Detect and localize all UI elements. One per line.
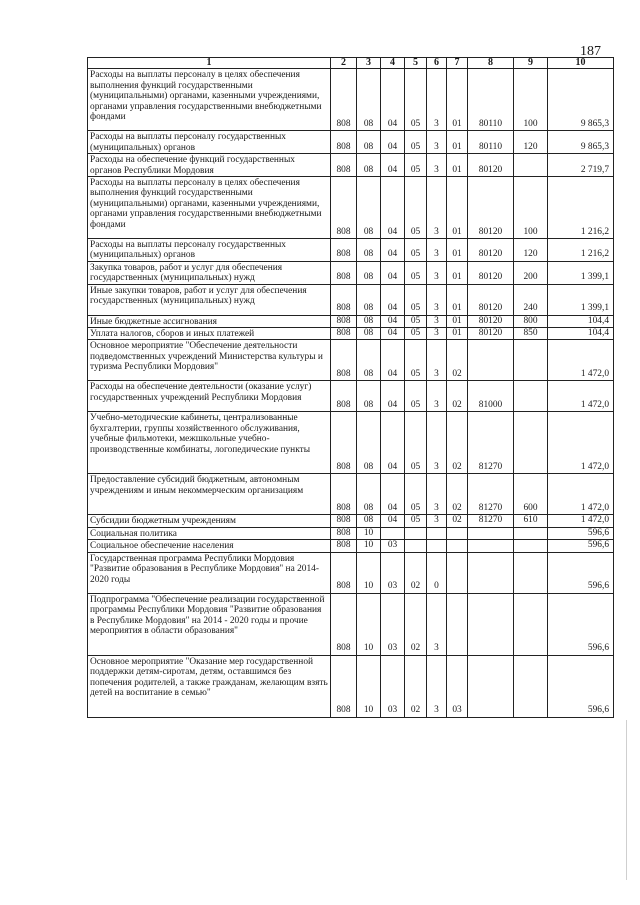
code-cell-5: 05 [405, 340, 427, 381]
amount-cell: 596,6 [548, 593, 614, 655]
code-cell-5: 05 [405, 474, 427, 515]
code-cell-5: 05 [405, 69, 427, 131]
code-cell-7: 01 [447, 69, 468, 131]
code-cell-4 [381, 527, 405, 539]
code-cell-7: 02 [447, 381, 468, 412]
amount-cell: 596,6 [548, 527, 614, 539]
column-header-1: 1 [88, 58, 331, 69]
code-cell-4: 04 [381, 154, 405, 177]
code-cell-3: 08 [357, 474, 381, 515]
code-cell-4: 04 [381, 315, 405, 327]
code-cell-5: 02 [405, 593, 427, 655]
code-cell-9 [514, 154, 548, 177]
table-row [88, 540, 614, 552]
code-cell-2: 808 [331, 540, 357, 552]
column-header-3: 3 [357, 58, 381, 69]
code-cell-8 [468, 527, 514, 539]
table-row [88, 315, 614, 327]
column-header-9: 9 [514, 58, 548, 69]
amount-cell: 2 719,7 [548, 154, 614, 177]
row-name-cell: Расходы на выплаты персоналу в целях обеспечения выполнения функций государственными (муниципальными) органами, казенными учреждениями, органами управления государственными внебюджетными фондами [88, 177, 331, 239]
table-row [88, 284, 614, 315]
code-cell-7: 01 [447, 177, 468, 239]
code-cell-6: 3 [427, 593, 447, 655]
code-cell-4: 04 [381, 261, 405, 284]
code-cell-9: 850 [514, 328, 548, 340]
code-cell-8 [468, 593, 514, 655]
code-cell-3: 10 [357, 540, 381, 552]
code-cell-9 [514, 540, 548, 552]
row-name-cell: Уплата налогов, сборов и иных платежей [88, 328, 331, 340]
code-cell-8 [468, 655, 514, 717]
row-name-cell: Основное мероприятие "Обеспечение деятельности подведомственных учреждений Министерства культуры и туризма Республики Мордовия" [88, 340, 331, 381]
code-cell-6: 3 [427, 239, 447, 262]
code-cell-3: 08 [357, 515, 381, 527]
code-cell-2: 808 [331, 239, 357, 262]
code-cell-3: 08 [357, 284, 381, 315]
code-cell-7: 01 [447, 328, 468, 340]
code-cell-7: 01 [447, 315, 468, 327]
code-cell-4: 04 [381, 328, 405, 340]
amount-cell: 104,4 [548, 315, 614, 327]
code-cell-4: 04 [381, 131, 405, 154]
table-row [88, 239, 614, 262]
code-cell-5: 05 [405, 515, 427, 527]
code-cell-4: 04 [381, 340, 405, 381]
code-cell-5: 05 [405, 131, 427, 154]
code-cell-9 [514, 527, 548, 539]
code-cell-6: 3 [427, 655, 447, 717]
table-row [88, 474, 614, 515]
row-name-cell: Субсидии бюджетным учреждениям [88, 515, 331, 527]
amount-cell: 1 472,0 [548, 381, 614, 412]
code-cell-2: 808 [331, 474, 357, 515]
code-cell-6: 3 [427, 474, 447, 515]
code-cell-9 [514, 340, 548, 381]
code-cell-8: 81270 [468, 474, 514, 515]
table-row [88, 328, 614, 340]
table-row [88, 177, 614, 239]
code-cell-4: 04 [381, 177, 405, 239]
code-cell-5: 05 [405, 412, 427, 474]
code-cell-8 [468, 540, 514, 552]
code-cell-6: 3 [427, 340, 447, 381]
amount-cell: 9 865,3 [548, 131, 614, 154]
code-cell-5: 05 [405, 261, 427, 284]
row-name-cell: Иные закупки товаров, работ и услуг для обеспечения государственных (муниципальных) нужд [88, 284, 331, 315]
code-cell-9: 240 [514, 284, 548, 315]
amount-cell: 1 216,2 [548, 239, 614, 262]
code-cell-2: 808 [331, 69, 357, 131]
row-name-cell: Расходы на обеспечение функций государственных органов Республики Мордовия [88, 154, 331, 177]
table-row [88, 131, 614, 154]
code-cell-6: 3 [427, 315, 447, 327]
table-row [88, 69, 614, 131]
code-cell-2: 808 [331, 412, 357, 474]
page-number: 187 [580, 44, 601, 59]
table-row [88, 261, 614, 284]
code-cell-4: 04 [381, 412, 405, 474]
row-name-cell: Государственная программа Республики Мордовия "Развитие образования в Республике Мордовия" на 2014-2020 годы [88, 552, 331, 593]
code-cell-9: 100 [514, 69, 548, 131]
code-cell-8: 80120 [468, 154, 514, 177]
table-row [88, 381, 614, 412]
code-cell-5 [405, 540, 427, 552]
budget-table [87, 57, 614, 718]
code-cell-5: 05 [405, 154, 427, 177]
amount-cell: 9 865,3 [548, 69, 614, 131]
table-row [88, 593, 614, 655]
amount-cell: 1 399,1 [548, 261, 614, 284]
code-cell-7: 01 [447, 239, 468, 262]
code-cell-6: 3 [427, 515, 447, 527]
row-name-cell: Социальная политика [88, 527, 331, 539]
code-cell-3: 08 [357, 239, 381, 262]
code-cell-7 [447, 552, 468, 593]
code-cell-5: 02 [405, 655, 427, 717]
code-cell-7 [447, 527, 468, 539]
table-row [88, 515, 614, 527]
code-cell-7: 01 [447, 284, 468, 315]
code-cell-2: 808 [331, 381, 357, 412]
code-cell-6: 3 [427, 131, 447, 154]
amount-cell: 596,6 [548, 540, 614, 552]
code-cell-2: 808 [331, 593, 357, 655]
code-cell-6: 3 [427, 177, 447, 239]
code-cell-6: 3 [427, 154, 447, 177]
code-cell-9: 600 [514, 474, 548, 515]
code-cell-5: 05 [405, 177, 427, 239]
code-cell-4: 03 [381, 540, 405, 552]
code-cell-8: 80110 [468, 69, 514, 131]
column-header-4: 4 [381, 58, 405, 69]
amount-cell: 1 472,0 [548, 340, 614, 381]
table-row [88, 527, 614, 539]
code-cell-7: 01 [447, 261, 468, 284]
code-cell-3: 08 [357, 69, 381, 131]
code-cell-4: 04 [381, 474, 405, 515]
amount-cell: 596,6 [548, 655, 614, 717]
code-cell-5: 05 [405, 328, 427, 340]
code-cell-7 [447, 593, 468, 655]
code-cell-3: 10 [357, 552, 381, 593]
code-cell-8: 80120 [468, 177, 514, 239]
code-cell-2: 808 [331, 515, 357, 527]
code-cell-7 [447, 540, 468, 552]
table-row [88, 655, 614, 717]
code-cell-7: 02 [447, 474, 468, 515]
code-cell-4: 04 [381, 239, 405, 262]
code-cell-3: 08 [357, 412, 381, 474]
table-body [88, 69, 614, 717]
code-cell-5 [405, 527, 427, 539]
code-cell-6 [427, 527, 447, 539]
code-cell-9: 610 [514, 515, 548, 527]
code-cell-5: 05 [405, 315, 427, 327]
code-cell-2: 808 [331, 340, 357, 381]
amount-cell: 1 216,2 [548, 177, 614, 239]
code-cell-9: 200 [514, 261, 548, 284]
code-cell-6 [427, 540, 447, 552]
header-row [88, 58, 614, 69]
amount-cell: 1 399,1 [548, 284, 614, 315]
code-cell-4: 04 [381, 69, 405, 131]
amount-cell: 596,6 [548, 552, 614, 593]
code-cell-8: 80110 [468, 131, 514, 154]
column-header-2: 2 [331, 58, 357, 69]
code-cell-7: 02 [447, 412, 468, 474]
code-cell-9: 100 [514, 177, 548, 239]
code-cell-4: 04 [381, 284, 405, 315]
code-cell-5: 05 [405, 239, 427, 262]
row-name-cell: Подпрограмма "Обеспечение реализации государственной программы Республики Мордовия "Развитие образования в Республике Мордовия" на 2014 - 2020 годы и прочие мероприятия в области образования" [88, 593, 331, 655]
code-cell-4: 03 [381, 593, 405, 655]
code-cell-7: 01 [447, 131, 468, 154]
code-cell-3: 08 [357, 261, 381, 284]
code-cell-9: 120 [514, 239, 548, 262]
code-cell-9: 800 [514, 315, 548, 327]
amount-cell: 1 472,0 [548, 412, 614, 474]
row-name-cell: Расходы на выплаты персоналу в целях обеспечения выполнения функций государственными (муниципальными) органами, казенными учреждениями, органами управления государственными внебюджетными фондами [88, 69, 331, 131]
code-cell-4: 04 [381, 515, 405, 527]
scan-edge-mark [626, 720, 627, 880]
row-name-cell: Иные бюджетные ассигнования [88, 315, 331, 327]
code-cell-7: 02 [447, 340, 468, 381]
row-name-cell: Социальное обеспечение населения [88, 540, 331, 552]
row-name-cell: Расходы на обеспечение деятельности (оказание услуг) государственных учреждений Республики Мордовия [88, 381, 331, 412]
code-cell-9 [514, 655, 548, 717]
code-cell-3: 08 [357, 177, 381, 239]
row-name-cell: Закупка товаров, работ и услуг для обеспечения государственных (муниципальных) нужд [88, 261, 331, 284]
column-header-7: 7 [447, 58, 468, 69]
table-row [88, 412, 614, 474]
code-cell-2: 808 [331, 655, 357, 717]
code-cell-8: 81270 [468, 412, 514, 474]
code-cell-8: 81000 [468, 381, 514, 412]
code-cell-2: 808 [331, 552, 357, 593]
code-cell-2: 808 [331, 284, 357, 315]
code-cell-3: 08 [357, 381, 381, 412]
code-cell-3: 08 [357, 315, 381, 327]
code-cell-7: 02 [447, 515, 468, 527]
code-cell-9 [514, 412, 548, 474]
column-header-6: 6 [427, 58, 447, 69]
code-cell-3: 10 [357, 593, 381, 655]
code-cell-3: 08 [357, 328, 381, 340]
row-name-cell: Расходы на выплаты персоналу государственных (муниципальных) органов [88, 131, 331, 154]
code-cell-8: 80120 [468, 239, 514, 262]
code-cell-2: 808 [331, 131, 357, 154]
code-cell-4: 03 [381, 655, 405, 717]
code-cell-8: 80120 [468, 315, 514, 327]
amount-cell: 104,4 [548, 328, 614, 340]
amount-cell: 1 472,0 [548, 474, 614, 515]
code-cell-6: 3 [427, 284, 447, 315]
code-cell-2: 808 [331, 315, 357, 327]
column-header-10: 10 [548, 58, 614, 69]
code-cell-4: 04 [381, 381, 405, 412]
code-cell-8: 80120 [468, 328, 514, 340]
code-cell-2: 808 [331, 154, 357, 177]
code-cell-6: 3 [427, 381, 447, 412]
table-row [88, 340, 614, 381]
row-name-cell: Расходы на выплаты персоналу государственных (муниципальных) органов [88, 239, 331, 262]
code-cell-3: 08 [357, 154, 381, 177]
code-cell-5: 05 [405, 284, 427, 315]
code-cell-5: 02 [405, 552, 427, 593]
column-header-8: 8 [468, 58, 514, 69]
code-cell-6: 3 [427, 261, 447, 284]
code-cell-3: 08 [357, 340, 381, 381]
table-row [88, 552, 614, 593]
code-cell-6: 3 [427, 69, 447, 131]
column-header-5: 5 [405, 58, 427, 69]
code-cell-8 [468, 552, 514, 593]
code-cell-9 [514, 381, 548, 412]
row-name-cell: Учебно-методические кабинеты, централизованные бухгалтерии, группы хозяйственного обслуживания, учебные фильмотеки, межшкольные учебно-производственные комбинаты, логопедические пункты [88, 412, 331, 474]
code-cell-8 [468, 340, 514, 381]
code-cell-7: 01 [447, 154, 468, 177]
code-cell-2: 808 [331, 177, 357, 239]
code-cell-9 [514, 552, 548, 593]
code-cell-8: 80120 [468, 284, 514, 315]
code-cell-8: 80120 [468, 261, 514, 284]
amount-cell: 1 472,0 [548, 515, 614, 527]
code-cell-9: 120 [514, 131, 548, 154]
row-name-cell: Основное мероприятие "Оказание мер государственной поддержки детям-сиротам, детям, оставшимся без попечения родителей, а также гражданам, желающим взять детей на воспитание в семью" [88, 655, 331, 717]
code-cell-2: 808 [331, 328, 357, 340]
row-name-cell: Предоставление субсидий бюджетным, автономным учреждениям и иным некоммерческим организациям [88, 474, 331, 515]
code-cell-9 [514, 593, 548, 655]
code-cell-6: 3 [427, 328, 447, 340]
code-cell-3: 10 [357, 655, 381, 717]
code-cell-6: 3 [427, 412, 447, 474]
code-cell-7: 03 [447, 655, 468, 717]
table-row [88, 154, 614, 177]
code-cell-2: 808 [331, 527, 357, 539]
code-cell-8: 81270 [468, 515, 514, 527]
code-cell-5: 05 [405, 381, 427, 412]
code-cell-3: 10 [357, 527, 381, 539]
code-cell-2: 808 [331, 261, 357, 284]
code-cell-4: 03 [381, 552, 405, 593]
code-cell-6: 0 [427, 552, 447, 593]
code-cell-3: 08 [357, 131, 381, 154]
